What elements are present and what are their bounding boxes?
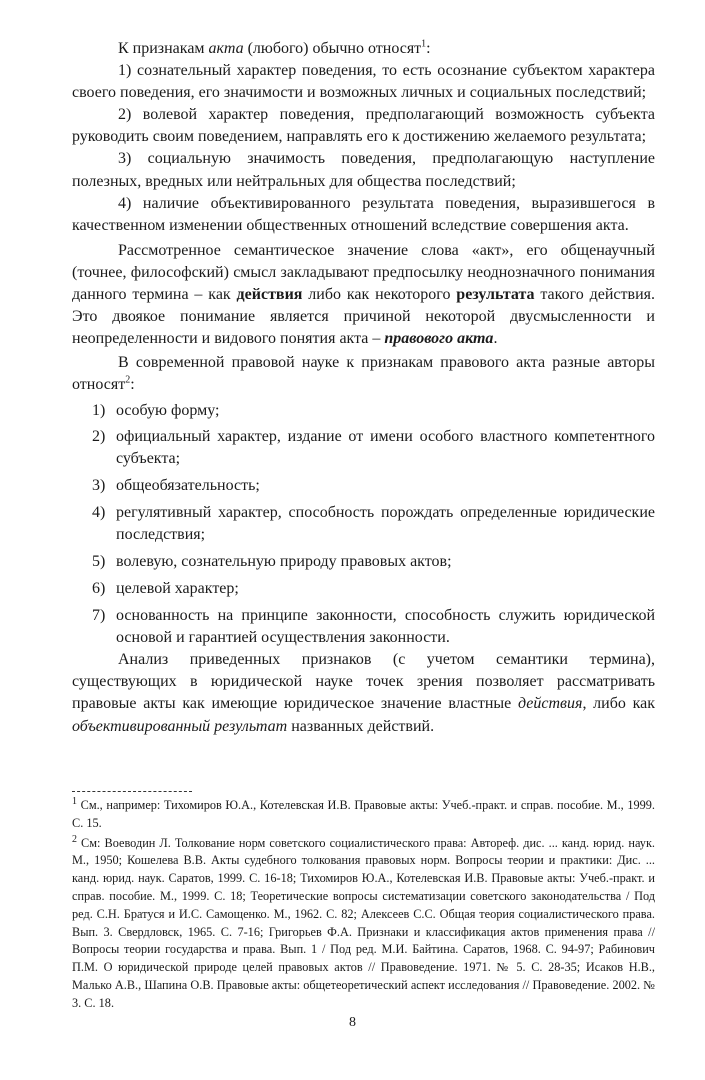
footnote-1: $^1$ См., например: Тихомиров Ю.А., Котелевская И.В. Правовые акты: Учеб.-практ. и справ. пособие. М., 1999. С. 15. bbox=[72, 795, 655, 830]
bold-italic-term: правового акта bbox=[384, 330, 494, 348]
list-item: 3) общеобязательность; bbox=[92, 477, 260, 495]
act-features-list bbox=[72, 60, 655, 237]
legal-act-features-list bbox=[72, 400, 655, 650]
list-item: 3) социальную значимость поведения, предполагающую наступление полезных, вредных или нейтральных для общества последствий; bbox=[72, 150, 655, 190]
intro-colon: : bbox=[426, 40, 431, 57]
analysis-paragraph: Анализ приведенных признаков (с учетом семантики термина), существующих в юридической науке точек зрения позволяет рассматривать правовые акты как имеющие юридическое значение властные действия, либо как объективированный результат названных действий. bbox=[72, 651, 656, 735]
footnotes bbox=[72, 797, 655, 1015]
footnote-separator bbox=[72, 791, 192, 792]
list-item: 2) официальный характер, издание от имени особого властного компетентного субъекта; bbox=[92, 428, 655, 468]
footnote-2: $^2$ См: Воеводин Л. Толкование норм советского социалистического права: Автореф. дис. ... канд. юрид. наук. М., 1950; Кошелева В.В. Акты судебного толкования правовых норм. Вопросы теории и практики: Дис. ... канд. юрид. наук. Саратов, 1999. С. 16-18; Тихомиров Ю.А., Котелевская И.В. Правовые акты: Учеб.-практ. и справ. пособие. М., 1999. С. 18; Теоретические вопросы систематизации советского законодательства / Под ред. С.Н. Братуся и И.С. Самощенко. М., 1962. С. 82; Алексеев С.С. Общая теория социалистического права. Вып. 3. Свердловск, 1965. С. 7-16; Григорьев Ф.А. Признаки и классификация актов применения права // Вопросы теории государства и права. Вып. 1 / Под ред. М.И. Байтина. Саратов, 1968. С. 94-97; Рабинович П.М. О юридической природе целей правовых актов // Правоведение. 1971. № 5. С. 28-35; Исаков Н.В., Малько А.В., Шапина О.В. Правовые акты: общетеоретический аспект исследования // Правоведение. 2002. № 3. С. 18. bbox=[72, 833, 655, 1010]
italic-term-result: объективированный результат bbox=[72, 717, 288, 735]
intro-emphasis: акта bbox=[208, 40, 244, 57]
intro2-paragraph: В современной правовой науке к признакам правового акта разные авторы относят$^2$: bbox=[72, 354, 655, 394]
main-text bbox=[72, 38, 655, 738]
intro-text: К признакам bbox=[118, 40, 209, 57]
footnote-ref-2[interactable]: 2 bbox=[125, 375, 131, 387]
bold-term-action: действия bbox=[236, 286, 303, 304]
footnote-ref-1[interactable]: 1 bbox=[421, 38, 427, 50]
list-item: 1) сознательный характер поведения, то есть осознание субъектом характера своего поведения, его значимости и возможных личных и социальных последствий; bbox=[72, 62, 655, 102]
page-number: 8 bbox=[349, 1015, 356, 1030]
list-item: 6) целевой характер; bbox=[92, 580, 239, 598]
intro-text-2: (любого) обычно относят bbox=[243, 40, 422, 57]
list-item: 2) волевой характер поведения, предполагающий возможность субъекта руководить своим поведением, направлять его к достижению желаемого результата; bbox=[72, 106, 655, 146]
semantic-paragraph: Рассмотренное семантическое значение слова «акт», его общенаучный (точнее, философский) смысл закладывают предпосылку неоднозначного понимания данного термина – как действия либо как некоторого результата такого действия. Это двоякое понимание является причиной некоторой двусмысленности и неопределенности и видового понятия акта – правового акта. bbox=[72, 241, 656, 348]
list-item: 5) волевую, сознательную природу правовых актов; bbox=[92, 553, 452, 571]
list-item: 4) наличие объективированного результата поведения, выразившегося в качественном изменении общественных отношений вследствие совершения акта. bbox=[72, 194, 655, 234]
intro-paragraph bbox=[72, 38, 655, 60]
list-item: 7) основанность на принципе законности, способность служить юридической основой и гарантией осуществления законности. bbox=[92, 607, 655, 647]
italic-term-actions: действия bbox=[518, 695, 583, 713]
list-item: 4) регулятивный характер, способность порождать определенные юридические последствия; bbox=[92, 504, 655, 544]
list-item: 1) особую форму; bbox=[92, 401, 220, 419]
bold-term-result: результата bbox=[456, 286, 535, 304]
